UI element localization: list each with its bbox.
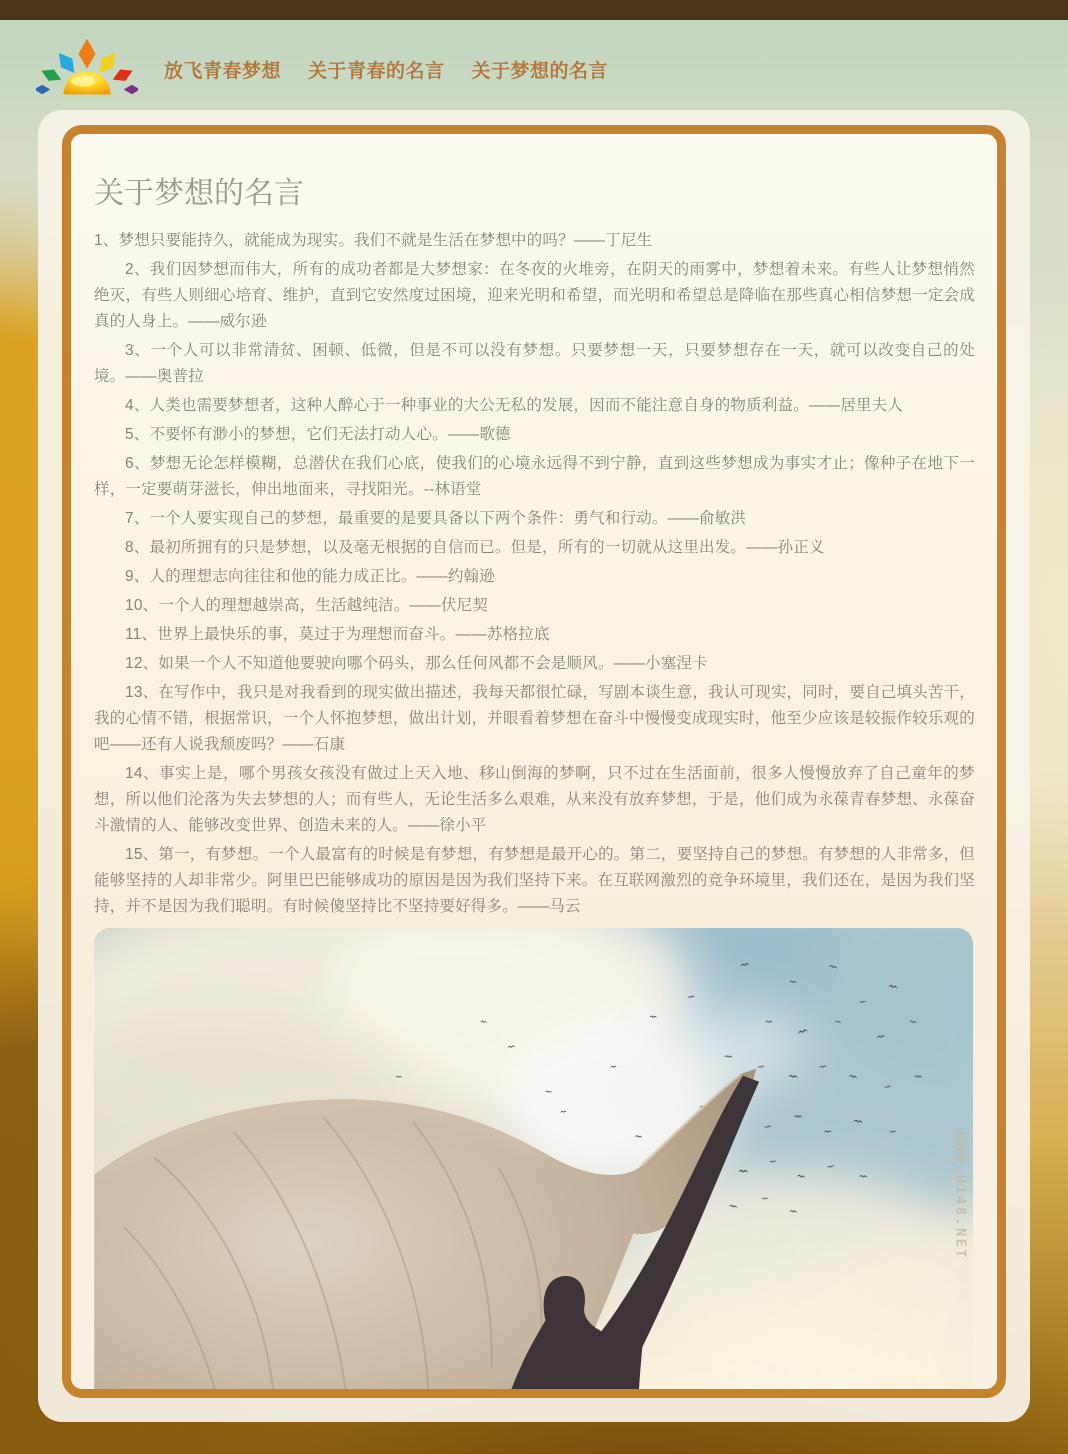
quote-item: 5、不要怀有渺小的梦想，它们无法打动人心。——歌德 — [125, 426, 511, 443]
quote-list — [94, 228, 975, 920]
quote-item: 13、在写作中，我只是对我看到的现实做出描述，我每天都很忙碌，写剧本谈生意，我认可现实，同时，要自己填头苦干，我的心情不错，根据常识，一个人怀抱梦想，做出计划，并眼看着梦想在奋斗中慢慢变成现实时，他至少应该是较振作较乐观的吧——还有人说我颓废吗？——石康 — [94, 684, 975, 753]
photo-watermark: WWW.U148.NET — [952, 1132, 969, 1260]
main-nav — [164, 56, 608, 83]
quote-item: 12、如果一个人不知道他要驶向哪个码头，那么任何风都不会是顺风。——小塞涅卡 — [125, 655, 708, 672]
quote-item: 4、人类也需要梦想者，这种人醉心于一种事业的大公无私的发展，因而不能注意自身的物质利益。——居里夫人 — [125, 397, 904, 414]
quote-item: 3、一个人可以非常清贫、困顿、低微，但是不可以没有梦想。只要梦想一天，只要梦想存在一天，就可以改变自己的处境。——奥普拉 — [94, 342, 975, 385]
top-bar — [0, 0, 1068, 20]
content-card — [38, 110, 1030, 1422]
quote-item: 6、梦想无论怎样模糊，总潜伏在我们心底，使我们的心境永远得不到宁静，直到这些梦想成为事实才止；像种子在地下一样，一定要萌芽滋长，伸出地面来，寻找阳光。--林语堂 — [94, 455, 975, 498]
quote-item: 8、最初所拥有的只是梦想，以及毫无根据的自信而已。但是，所有的一切就从这里出发。——孙正义 — [125, 539, 825, 556]
quote-item: 11、世界上最快乐的事，莫过于为理想而奋斗。——苏格拉底 — [125, 626, 550, 643]
quote-item: 10、一个人的理想越崇高，生活越纯洁。——伏尼契 — [125, 597, 489, 614]
quote-item: 9、人的理想志向往往和他的能力成正比。——约翰逊 — [125, 568, 495, 585]
quote-item: 2、我们因梦想而伟大，所有的成功者都是大梦想家：在冬夜的火堆旁，在阴天的雨雾中，梦想着未来。有些人让梦想悄然绝灭，有些人则细心培育、维护，直到它安然度过困境，迎来光明和希望，而光明和希望总是降临在那些真心相信梦想一定会成真的人身上。——威尔逊 — [94, 261, 975, 330]
site-header — [0, 20, 1068, 112]
nav-link-fly-youth-dream[interactable]: 放飞青春梦想 — [164, 61, 282, 82]
quote-item: 15、第一，有梦想。一个人最富有的时候是有梦想，有梦想是最开心的。第二，要坚持自己的梦想。有梦想的人非常多，但能够坚持的人却非常少。阿里巴巴能够成功的原因是因为我们坚持下来。在互联网激烈的竞争环境里，我们还在，是因为我们坚持，并不是因为我们聪明。有时候傻坚持比不坚持要好得多。——马云 — [94, 846, 975, 915]
nav-link-youth-quotes[interactable]: 关于青春的名言 — [308, 61, 445, 82]
article — [71, 134, 997, 1398]
dream-photo — [94, 928, 973, 1398]
page-title: 关于梦想的名言 — [94, 177, 304, 210]
content-card-border — [62, 125, 1006, 1398]
nav-link-dream-quotes[interactable]: 关于梦想的名言 — [471, 61, 609, 82]
quote-item: 1、梦想只要能持久，就能成为现实。我们不就是生活在梦想中的吗？——丁尼生 — [94, 232, 653, 249]
sunrise-logo[interactable] — [36, 30, 138, 102]
quote-item: 14、事实上是，哪个男孩女孩没有做过上天入地、移山倒海的梦啊，只不过在生活面前，很多人慢慢放弃了自己童年的梦想，所以他们沦落为失去梦想的人；而有些人，无论生活多么艰难，从来没有放弃梦想，于是，他们成为永葆青春梦想、永葆奋斗激情的人、能够改变世界、创造未来的人。——徐小平 — [94, 765, 975, 834]
quote-item: 7、一个人要实现自己的梦想，最重要的是要具备以下两个条件：勇气和行动。——俞敏洪 — [125, 510, 747, 527]
